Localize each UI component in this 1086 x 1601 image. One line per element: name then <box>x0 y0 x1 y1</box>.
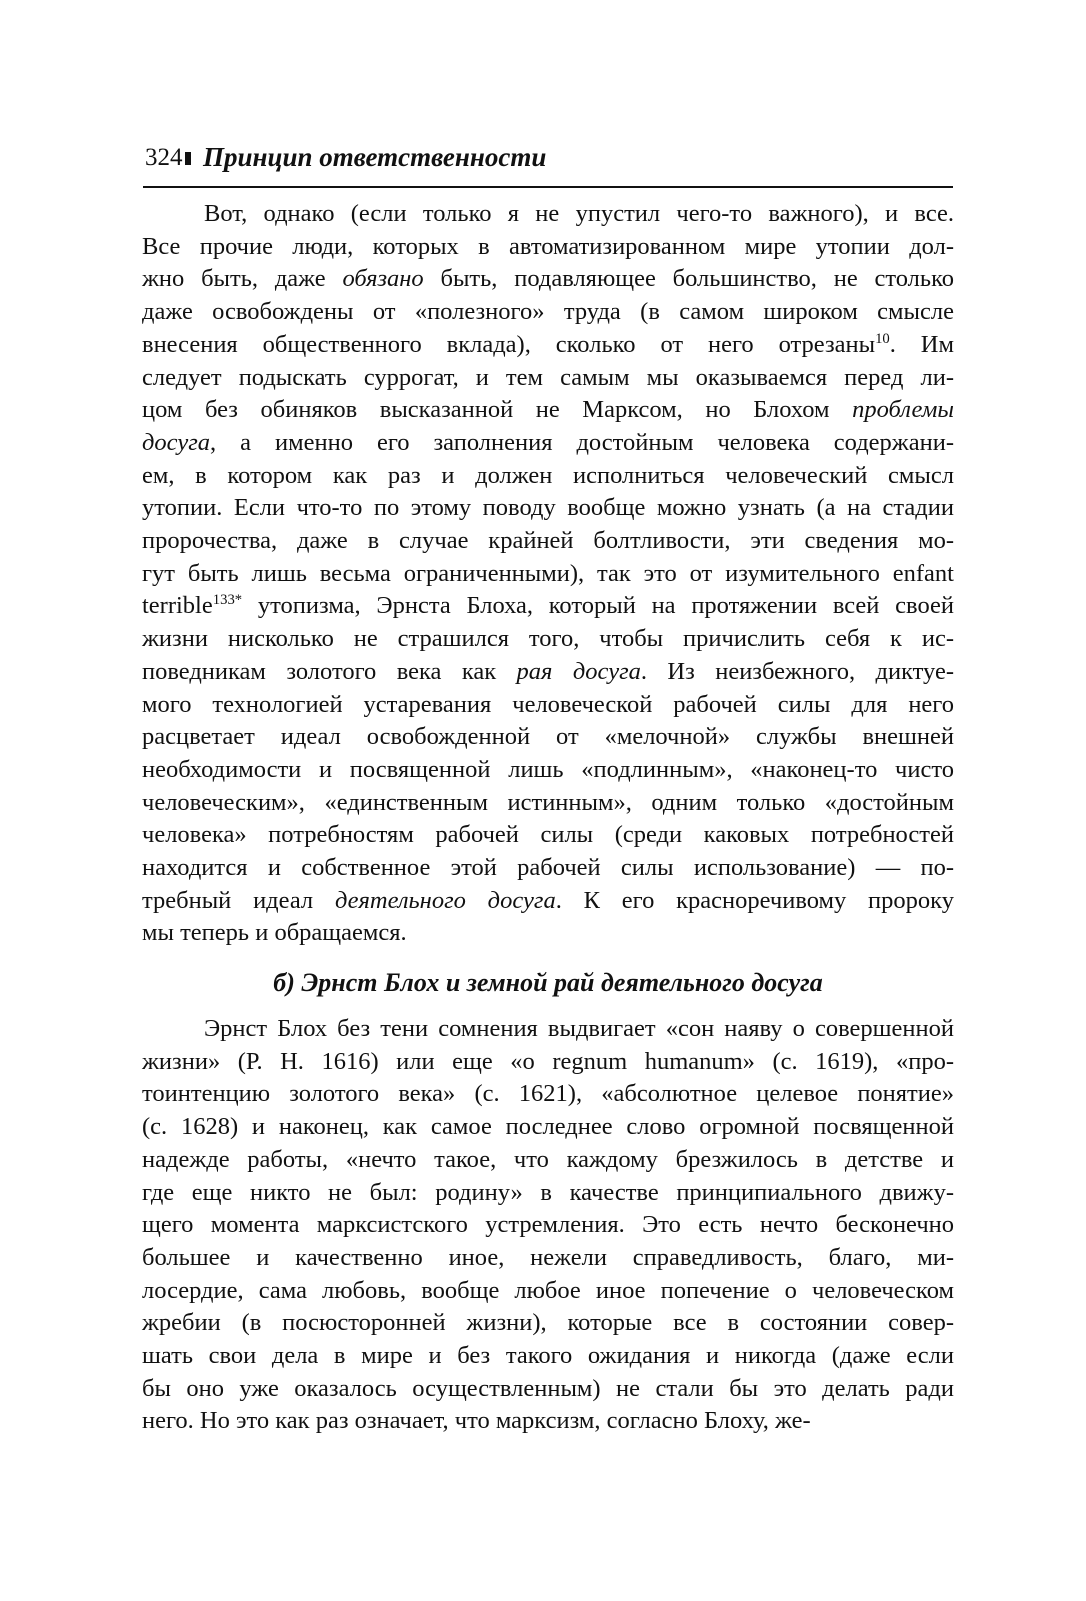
paragraph-1 <box>142 198 954 950</box>
text-line: пророчества, даже в случае крайней болтливости, эти сведения мо- <box>142 527 954 555</box>
footnote-marker: 133* <box>212 592 243 609</box>
running-title: Принцип ответственности <box>203 142 547 172</box>
text-line: щего момента марксистского устремления. Это есть нечто бесконечно <box>142 1211 954 1239</box>
text-line: гут быть лишь весьма ограниченными), так это от изумительного enfant <box>142 559 954 587</box>
section-heading: б) Эрнст Блох и земной рай деятельного досуга <box>273 968 823 997</box>
text-line: шать свои дела в мире и без такого ожидания и никогда (даже если <box>142 1342 954 1370</box>
text-line: жно быть, даже обязано быть, подавляющее большинство, не столько <box>142 265 954 293</box>
italic-emphasis: деятельного досуга <box>334 886 556 914</box>
text-line: Вот, однако (если только я не упустил чего-то важного), и все. <box>204 200 954 227</box>
text-line: поведникам золотого века как рая досуга. Из неизбежного, диктуе- <box>142 657 955 685</box>
bullet-separator-icon <box>185 152 191 165</box>
text-line: внесения общественного вклада), сколько от него отрезаны$^{10}$. Им <box>142 330 955 358</box>
text-line: где еще никто не был: родину» в качестве принципиального движу- <box>142 1178 954 1206</box>
text-line: бы оно уже оказалось осуществленным) не стали бы это делать ради <box>142 1374 954 1402</box>
text-line: него. Но это как раз означает, что марксизм, согласно Блоху, же- <box>142 1407 811 1435</box>
text-line: жребии (в посюсторонней жизни), которые все в состоянии совер- <box>142 1309 954 1337</box>
text-line: расцветает идеал освобожденной от «мелочной» службы внешней <box>142 723 954 751</box>
text-line: жизни нисколько не страшился того, чтобы причислить себя к ис- <box>142 625 954 653</box>
text-line: terrible$^{133*}$ утопизма, Эрнста Блоха, который на протяжении всей своей <box>142 592 954 620</box>
italic-emphasis: проблемы <box>852 396 954 424</box>
italic-emphasis: обязано <box>342 265 424 293</box>
text-line: мого технологией устаревания человеческой рабочей силы для него <box>142 690 954 718</box>
text-line: цом без обиняков высказанной не Марксом, но Блохом проблемы <box>142 396 954 424</box>
text-line: человеческим», «единственным истинным», одним только «достойным <box>142 788 954 816</box>
text-line: следует подыскать суррогат, и тем самым мы оказываемся перед ли- <box>142 363 954 391</box>
text-line: находится и собственное этой рабочей силы использование) — по- <box>142 854 954 882</box>
text-line: Эрнст Блох без тени сомнения выдвигает «сон наяву о совершенной <box>204 1015 954 1042</box>
text-line: большее и качественно иное, нежели справедливость, благо, ми- <box>142 1243 954 1271</box>
text-line: ем, в котором как раз и должен исполниться человеческий смысл <box>142 461 954 489</box>
text-line: тоинтенцию золотого века» (с. 1621), «абсолютное целевое понятие» <box>142 1080 954 1108</box>
paragraph-2 <box>142 1013 954 1438</box>
text-line: досуга, а именно его заполнения достойным человека содержани- <box>142 428 954 456</box>
text-line: необходимости и посвященной лишь «подлинным», «наконец-то чисто <box>142 755 954 783</box>
footnote-marker: 10 <box>875 330 890 347</box>
italic-emphasis: рая досуга <box>516 657 641 685</box>
text-line: жизни» (Р. Н. 1616) или еще «о regnum humanum» (с. 1619), «про- <box>142 1047 954 1075</box>
running-header <box>143 140 953 188</box>
text-line: Все прочие люди, которых в автоматизированном мире утопии дол- <box>142 232 954 260</box>
text-line: даже освобождены от «полезного» труда (в самом широком смысле <box>142 298 954 326</box>
text-line: надежде работы, «нечто такое, что каждому брезжилось в детстве и <box>142 1145 954 1173</box>
italic-emphasis: досуга <box>142 428 211 456</box>
text-line: лосердие, сама любовь, вообще любое иное попечение о человеческом <box>142 1276 954 1304</box>
page-number: 324 <box>145 144 183 171</box>
text-line: (с. 1628) и наконец, как самое последнее слово огромной посвященной <box>142 1113 954 1141</box>
text-line: мы теперь и обращаемся. <box>142 919 407 947</box>
text-line: человека» потребностям рабочей силы (среди каковых потребностей <box>142 821 954 849</box>
text-line: утопии. Если что-то по этому поводу вообще можно узнать (а на стадии <box>142 494 954 522</box>
text-line: требный идеал деятельного досуга. К его красноречивому пророку <box>142 886 954 914</box>
